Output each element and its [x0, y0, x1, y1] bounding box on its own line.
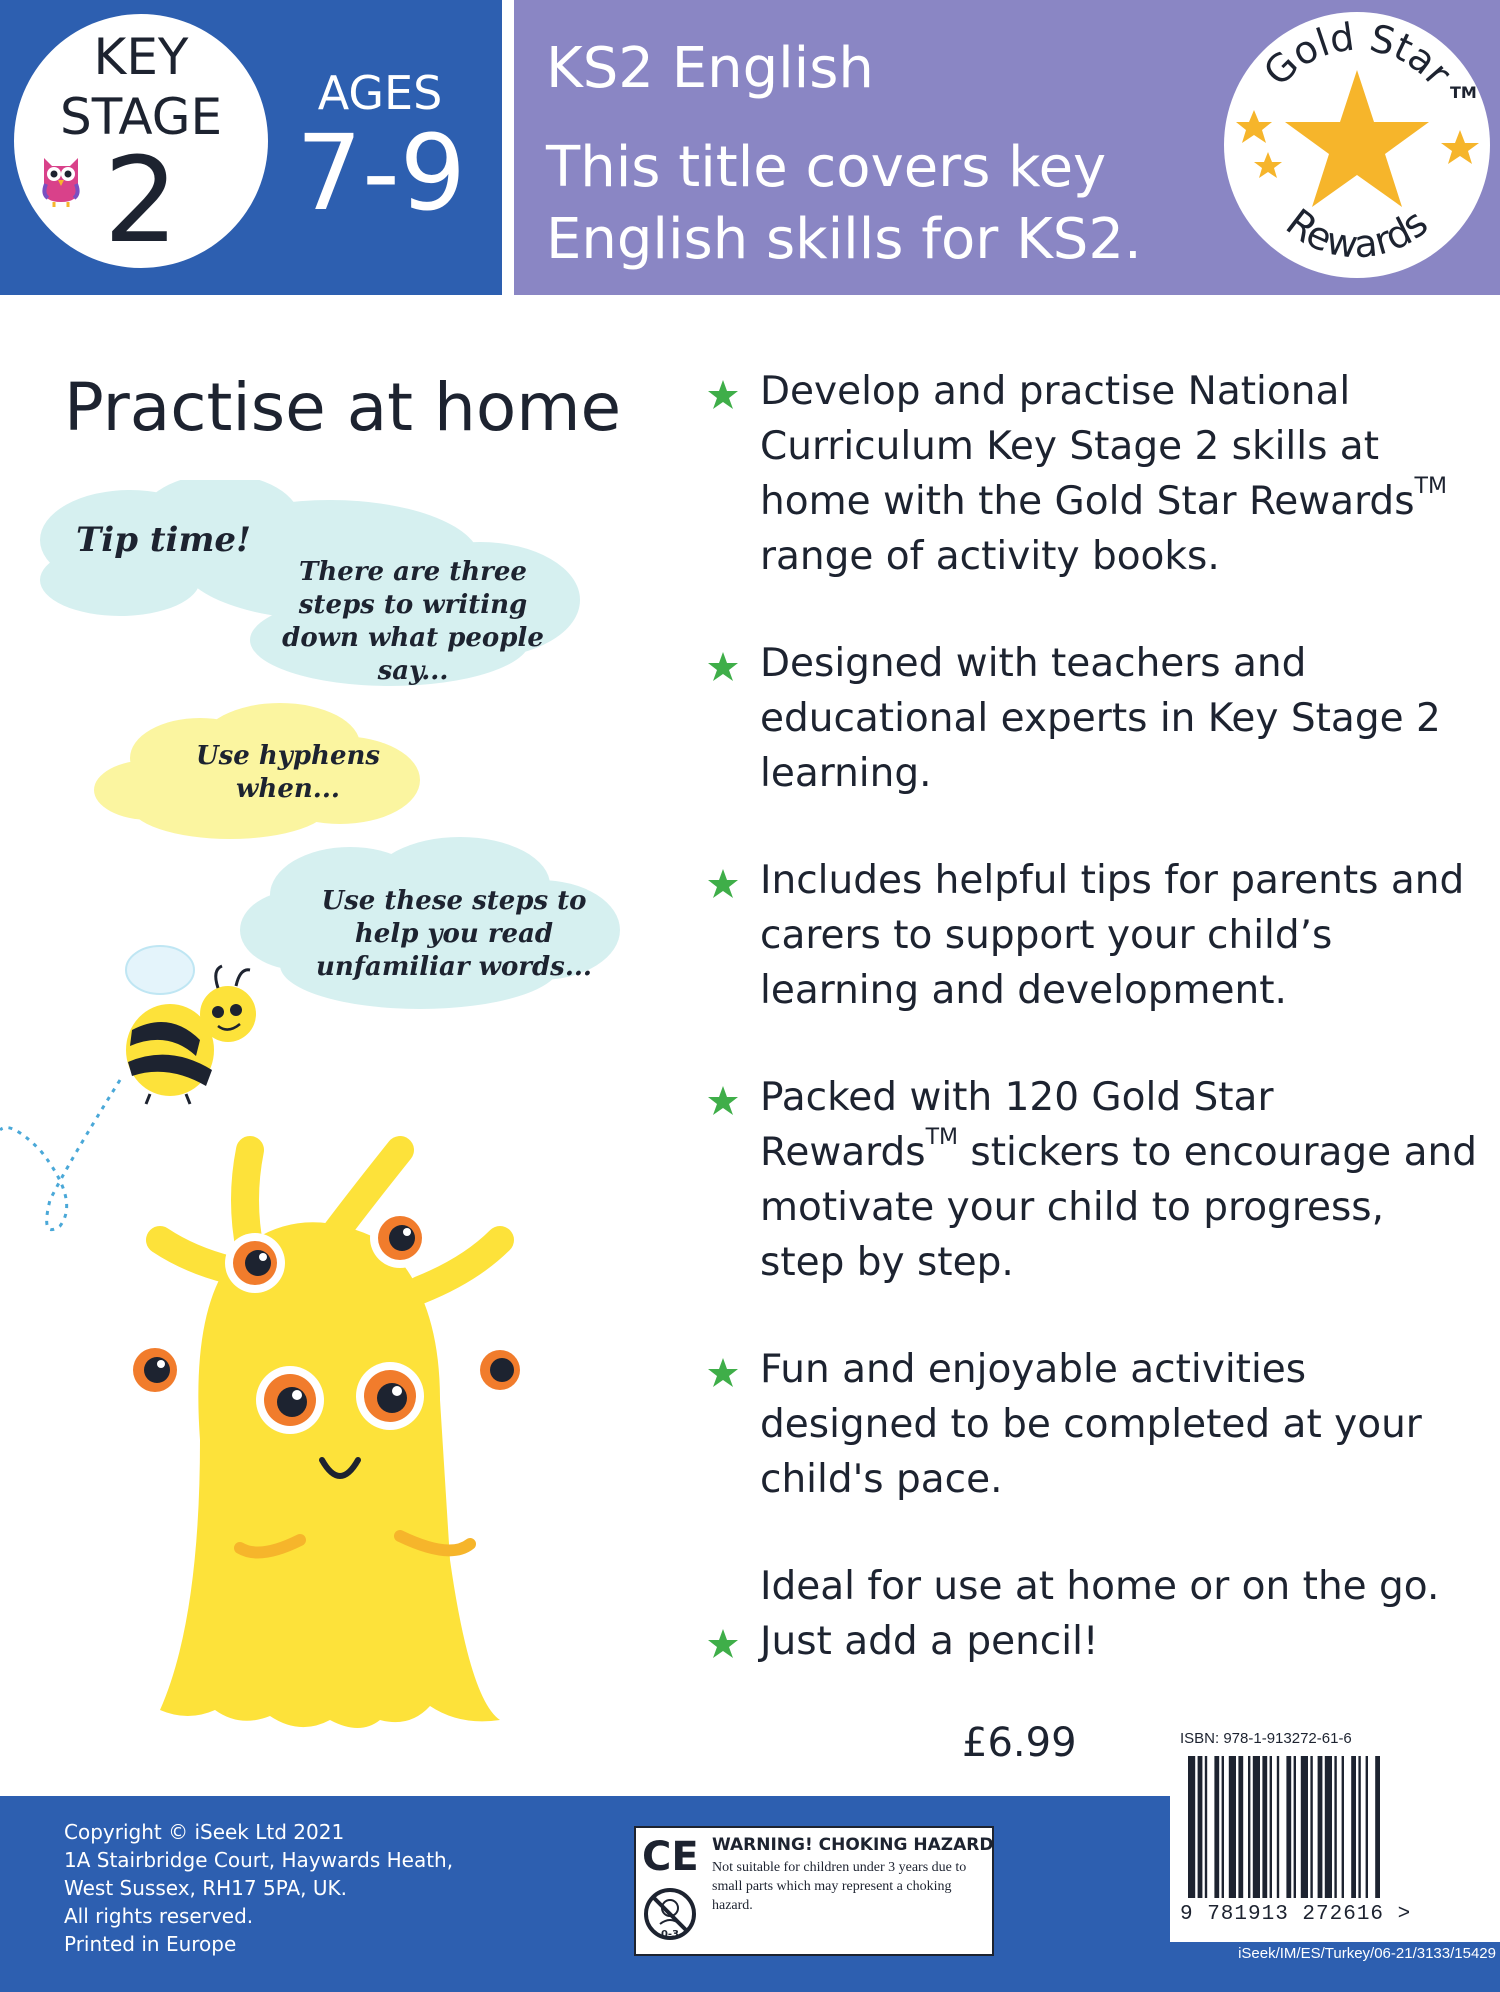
- price: £6.99: [962, 1720, 1077, 1766]
- feature-text-3: Includes helpful tips for parents and carers to support your child’s learning and development.: [760, 858, 1465, 1013]
- feature-text-1-end: range of activity books.: [760, 534, 1220, 579]
- copyright-line: Copyright © iSeek Ltd 2021: [64, 1820, 345, 1844]
- ce-mark: CE: [642, 1834, 699, 1880]
- green-star-icon: [706, 1356, 740, 1390]
- green-star-icon: [706, 867, 740, 901]
- feature-list: [700, 364, 1480, 1669]
- ages-range: 7-9: [296, 112, 466, 234]
- practise-heading: Practise at home: [64, 369, 622, 446]
- warning-title: WARNING! CHOKING HAZARD: [712, 1835, 994, 1855]
- feature-text-4: Packed with 120 Gold Star Rewards: [760, 1075, 1274, 1175]
- small-star-icon: [1254, 152, 1282, 178]
- key-stage-label-stage: STAGE: [59, 88, 223, 146]
- isbn-label: ISBN: 978-1-913272-61-6: [1180, 1730, 1352, 1747]
- flight-path: [0, 1080, 120, 1230]
- covers-text: [546, 132, 1186, 276]
- age-mark: 0-3: [660, 1929, 680, 1940]
- copyright-line: Printed in Europe: [64, 1932, 237, 1956]
- gold-star-rewards-logo: [1224, 12, 1490, 278]
- trademark: TM: [925, 1125, 958, 1150]
- copyright-line: 1A Stairbridge Court, Haywards Heath,: [64, 1848, 454, 1872]
- green-star-icon: [706, 650, 740, 684]
- badge-top-text: Gold Star: [1255, 14, 1461, 95]
- feature-text-1: Develop and practise National Curriculum Key Stage 2 skills at home with the Gold Star Rewards: [760, 369, 1415, 524]
- copyright-block: [64, 1818, 504, 1958]
- bee-icon: [126, 946, 256, 1104]
- badge-tm: TM: [1450, 83, 1477, 102]
- small-star-icon: [1441, 130, 1479, 164]
- green-star-icon: [706, 1084, 740, 1118]
- feature-item: [700, 1342, 1480, 1507]
- key-stage-label-key: KEY: [93, 28, 189, 86]
- feature-item: [700, 636, 1480, 801]
- small-star-icon: [1236, 110, 1272, 143]
- copyright-line: West Sussex, RH17 5PA, UK.: [64, 1876, 347, 1900]
- badge-bottom-text: Rewards: [1278, 200, 1436, 268]
- monster-icon: [125, 1150, 528, 1728]
- feature-item: [700, 853, 1480, 1018]
- print-code: iSeek/IM/ES/Turkey/06-21/3133/15429: [1238, 1945, 1496, 1962]
- steps-text: Use these steps to help you read unfamiliar words...: [316, 886, 592, 982]
- feature-text-4-end: stickers to encourage and motivate your child to progress, step by step.: [760, 1130, 1477, 1285]
- feature-text-6: Ideal for use at home or on the go. Just add a pencil!: [760, 1564, 1440, 1664]
- covers-line-2: English skills for KS2.: [546, 207, 1142, 272]
- feature-item: [700, 364, 1480, 584]
- hyphens-text: Use hyphens when...: [195, 741, 381, 804]
- big-gold-star-icon: [1285, 70, 1429, 207]
- barcode-icon: [1182, 1752, 1482, 1902]
- owl-icon: [38, 150, 84, 208]
- tip-time-title: Tip time!: [76, 520, 251, 560]
- trademark: TM: [1414, 474, 1447, 499]
- ages-label: AGES: [317, 66, 443, 120]
- green-star-icon: [706, 378, 740, 412]
- svg-text:Rewards: [1278, 200, 1436, 267]
- green-star-icon: [706, 1627, 740, 1661]
- not-for-under-3-icon: [642, 1886, 698, 1942]
- barcode-number: 9 781913 272616 >: [1180, 1903, 1412, 1926]
- warning-text: Not suitable for children under 3 years due to small parts which may represent a choking hazard.: [712, 1860, 967, 1913]
- feature-item: [700, 1070, 1480, 1290]
- tip-time-text: There are three steps to writing down what people say...: [282, 557, 544, 686]
- subject-title: KS2 English: [546, 36, 874, 101]
- covers-line-1: This title covers key: [546, 135, 1107, 200]
- feature-text-5: Fun and enjoyable activities designed to be completed at your child's pace.: [760, 1347, 1422, 1502]
- key-stage-number: 2: [103, 131, 179, 269]
- feature-text-2: Designed with teachers and educational experts in Key Stage 2 learning.: [760, 641, 1441, 796]
- feature-item: [700, 1559, 1480, 1669]
- copyright-line: All rights reserved.: [64, 1904, 254, 1928]
